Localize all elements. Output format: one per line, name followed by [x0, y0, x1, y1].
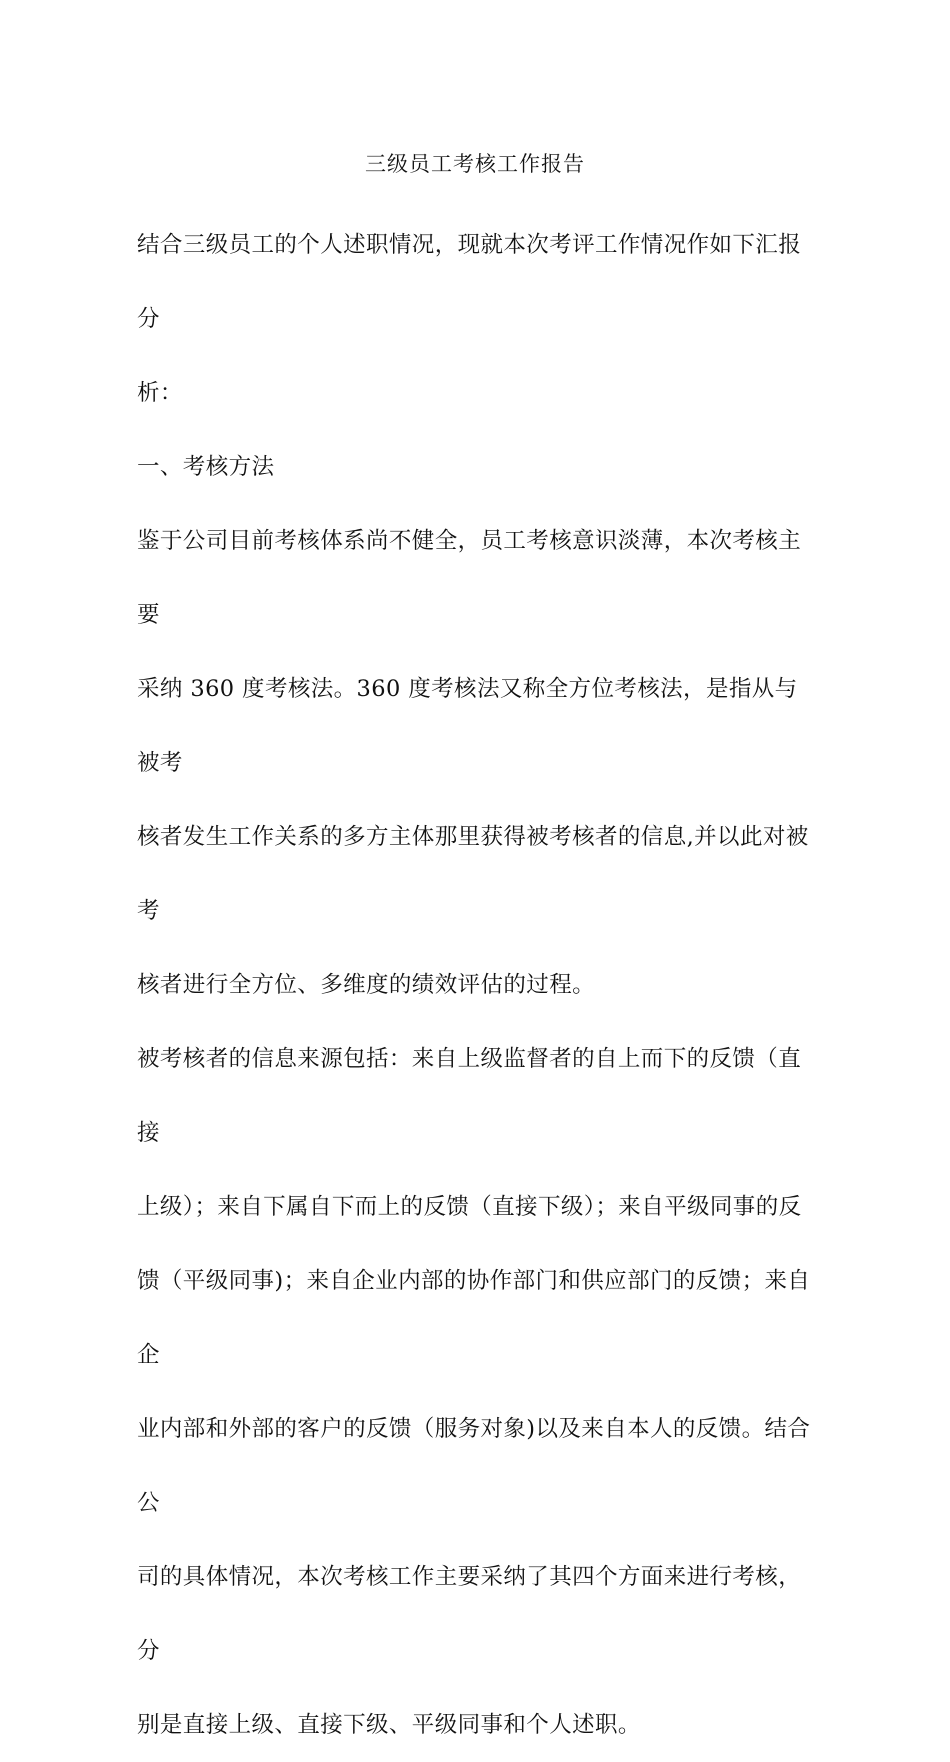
section-heading: 一、考核方法 — [137, 454, 275, 480]
text-line: 鉴于公司目前考核体系尚不健全，员工考核意识淡薄，本次考核主要 — [137, 528, 802, 628]
document-body — [137, 208, 817, 1762]
text-line: 上级）；来自下属自下而上的反馈（直接下级）；来自平级同事的反 — [137, 1194, 802, 1220]
text-line: 业内部和外部的客户的反馈（服务对象)以及来自本人的反馈。结合公 — [137, 1416, 811, 1516]
text-line: 别是直接上级、直接下级、平级同事和个人述职。 — [137, 1712, 641, 1738]
text-line: 采纳 360 度考核法。360 度考核法又称全方位考核法，是指从与被考 — [137, 676, 798, 776]
text-line: 析： — [137, 380, 183, 406]
text-line: 司的具体情况，本次考核工作主要采纳了其四个方面来进行考核，分 — [137, 1564, 802, 1664]
text-line: 核者进行全方位、多维度的绩效评估的过程。 — [137, 972, 596, 998]
text-line: 馈（平级同事)；来自企业内部的协作部门和供应部门的反馈；来自企 — [137, 1268, 811, 1368]
text-line: 被考核者的信息来源包括：来自上级监督者的自上而下的反馈（直接 — [137, 1046, 802, 1146]
text-line: 核者发生工作关系的多方主体那里获得被考核者的信息,并以此对被考 — [137, 824, 809, 924]
document-title: 三级员工考核工作报告 — [365, 152, 585, 176]
text-line: 结合三级员工的个人述职情况，现就本次考评工作情况作如下汇报分 — [137, 232, 802, 332]
